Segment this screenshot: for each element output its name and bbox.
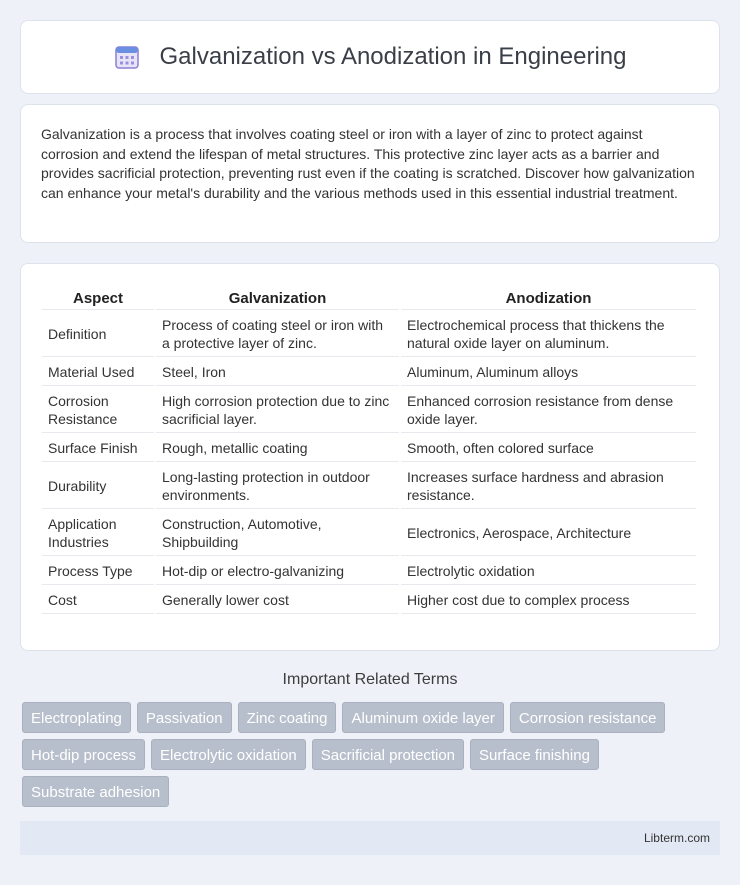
related-term-tag[interactable]: Sacrificial protection [312,739,464,770]
title-card [20,20,720,94]
table-row [42,435,696,462]
related-terms-list [22,702,722,813]
cell-anodization: Aluminum, Aluminum alloys [401,359,696,386]
cell-galvanization: Hot-dip or electro-galvanizing [156,558,399,585]
related-terms-title: Important Related Terms [282,671,458,688]
table-row [42,312,696,357]
related-term-tag[interactable]: Surface finishing [470,739,599,770]
cell-anodization: Higher cost due to complex process [401,587,696,614]
cell-galvanization: Steel, Iron [156,359,399,386]
cell-anodization: Electrolytic oxidation [401,558,696,585]
cell-galvanization: Long-lasting protection in outdoor environments. [156,464,399,509]
calendar-grid-icon [114,44,140,70]
related-term-tag[interactable]: Hot-dip process [22,739,145,770]
cell-aspect: Durability [42,464,154,509]
cell-galvanization: Generally lower cost [156,587,399,614]
header-aspect: Aspect [42,286,154,310]
header-anodization: Anodization [401,286,696,310]
cell-aspect: Process Type [42,558,154,585]
cell-aspect: Cost [42,587,154,614]
table-row [42,388,696,433]
cell-aspect: Definition [42,312,154,357]
cell-galvanization: Rough, metallic coating [156,435,399,462]
cell-galvanization: Construction, Automotive, Shipbuilding [156,511,399,556]
related-term-tag[interactable]: Zinc coating [238,702,337,733]
table-row [42,511,696,556]
cell-anodization: Electronics, Aerospace, Architecture [401,511,696,556]
table-row [42,587,696,614]
related-terms-section [20,671,720,689]
header-galvanization: Galvanization [156,286,399,310]
cell-galvanization: Process of coating steel or iron with a protective layer of zinc. [156,312,399,357]
table-row [42,558,696,585]
comparison-table [40,284,698,616]
comparison-card [20,263,720,651]
related-term-tag[interactable]: Electrolytic oxidation [151,739,306,770]
cell-anodization: Smooth, often colored surface [401,435,696,462]
related-term-tag[interactable]: Corrosion resistance [510,702,666,733]
cell-aspect: Surface Finish [42,435,154,462]
related-term-tag[interactable]: Electroplating [22,702,131,733]
cell-galvanization: High corrosion protection due to zinc sacrificial layer. [156,388,399,433]
table-row [42,359,696,386]
cell-aspect: Material Used [42,359,154,386]
table-row [42,464,696,509]
cell-aspect: Application Industries [42,511,154,556]
intro-text: Galvanization is a process that involves coating steel or iron with a layer of zinc to protect against corrosion and extend the lifespan of metal structures. This protective zinc layer acts as a barrier and provides sacrificial protection, preventing rust even if the coating is scratched. Discover how galvanization can enhance your metal's durability and the various methods used in this essential industrial treatment. [41,126,695,201]
cell-anodization: Enhanced corrosion resistance from dense oxide layer. [401,388,696,433]
footer [20,821,720,855]
table-header-row [42,286,696,310]
related-term-tag[interactable]: Aluminum oxide layer [342,702,503,733]
related-term-tag[interactable]: Passivation [137,702,232,733]
cell-aspect: Corrosion Resistance [42,388,154,433]
footer-link[interactable]: Libterm.com [643,831,710,845]
related-term-tag[interactable]: Substrate adhesion [22,776,169,807]
cell-anodization: Electrochemical process that thickens the natural oxide layer on aluminum. [401,312,696,357]
cell-anodization: Increases surface hardness and abrasion resistance. [401,464,696,509]
intro-card [20,104,720,243]
page-title: Galvanization vs Anodization in Engineering [159,43,627,70]
